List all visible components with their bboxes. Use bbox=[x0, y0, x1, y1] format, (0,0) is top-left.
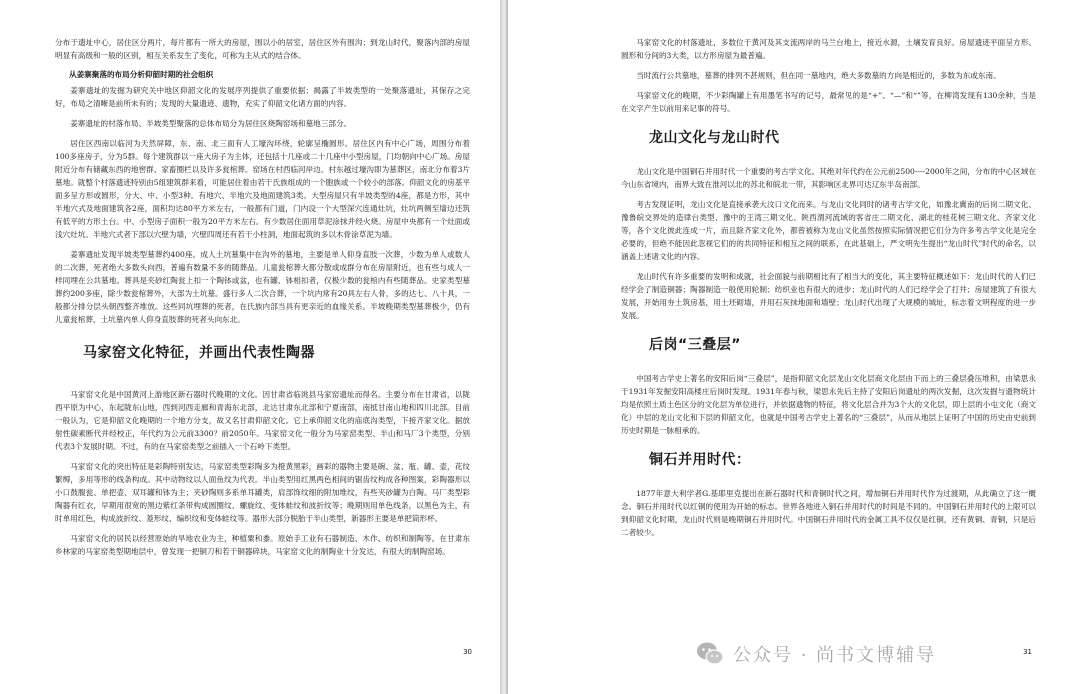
paragraph: 马家窑文化是中国黄河上游地区新石器时代晚期的文化。因甘肃省临洮县马家窑遗址而得名。主要分布在甘肃省，以陇西平原为中心，东起陇东山地，西到河西走廊和青海东北部，北达甘肃东北部和宁夏南部，南抵甘南山地和四川北部。目前一般认为，它是仰韶文化晚期的一个地方分支，故又名甘肃仰韶文化。它上承仰韶文化的庙底沟类型，下接齐家文化。据放射性碳素断代并经校正，年代约为公元前3300？前2050年。马家窑文化一般分为马家窑类型、半山和马厂3个类型，分别代表3个发展时期。不过，有的在马家窑类型之前插入一个石岭下类型。 bbox=[55, 390, 470, 451]
paragraph: 姜寨遗址的村落布局、半坡类型聚落的总体布局分为居住区烧陶窑场和墓地三部分。 bbox=[70, 119, 352, 128]
paragraph: 1877年意大利学者G.基耶里克提出在新石器时代和青铜时代之间，增加铜石并用时代作为过渡期，从此确立了这一概念。铜石并用时代以红铜的使用为开始的标志。世界各地进入铜石并用时代的时间是不同的。中国铜石并用时代的上限可以到仰韶文化时期，龙山时代则是晚期铜石并用时代。中国铜石并用时代的金属工具不仅仅是红铜，还有黄铜、青铜，只是后二者较少。 bbox=[621, 489, 1036, 537]
paragraph: 马家窑文化的居民以经营原始的旱地农业为主，种植粟和黍。原始手工业有石器制造、木作、纺织和制陶等。在甘肃东乡林家的马家窑类型期地层中，曾发现一把铜刀和若干铜器碎块，马家窑文化的制陶业十分发达，有很大的制陶窑场。 bbox=[55, 534, 470, 556]
paragraph: 马家窑文化的晚期，不少彩陶罐上有用墨笔书写的记号，最常见的是“+”、“—”和“”等，在柳湾发现有130余种，当是在文字产生以前用来记事的符号。 bbox=[621, 91, 1036, 113]
wechat-logo-icon bbox=[695, 639, 725, 669]
paragraph: 龙山文化是中国铜石并用时代一个重要的考古学文化。其绝对年代约在公元前2500----2000年之间，分布的中心区域在今山东省境内，南界大致在淮河以北的苏北和皖北一带，其影响区北界可达辽东半岛南部。 bbox=[621, 167, 1036, 189]
paragraph: 姜寨遗址的发掘为研究关中地区仰韶文化的发展序列提供了重要依据；揭露了半坡类型的一处聚落遗址，其保存之完好，布局之清晰是前所未有的；发现的大量遗迹、遗物，充实了仰韶文化诸方面的内容。 bbox=[55, 86, 470, 108]
paragraph: 居住区西南以临河为天然屏障，东、南、北三面有人工壕沟环绕，轮廓呈椭圆形。居住区内有中心广场，周围分布着100多座房子，分为5群。每个建筑群以一座大房子为主体，还包括十几座或二十几座中小型房屋，门均朝向中心广场。房屋附近分布有储藏东西的地窖群、家畜圈栏以及许多瓮棺葬。窑场在村西临河岸边。村东越过壕沟即为墓葬区，南北分布着3片墓地。就整个村落遗迹特别由5组建筑群来看，可能居住着由若干氏族组成的一个胞族或一个较小的部落。仰韶文化的房基平面多呈方形或圆形，分大、中、小型3种。有地穴、半地穴及地面建筑3类。大型房屋只有半坡类型的4座，都是方形，其中半地穴式及地面建筑各2座，面积均达80平方米左右，一般都有门道，门内设一个大型深穴连通灶坑，灶坑两侧至墙边还筑有低平的方形土台。中、小型房子面积一般为20平方米左右。有少数居住面用草泥涂抹并经火烧。房屋中央都有一个灶面或浅穴灶坑。半地穴式者下部以穴壁为墙，穴壁四周还有若干小柱洞，地面起筑的多以木骨涂草泥为墙。 bbox=[55, 139, 470, 239]
paragraph: 分布于遗址中心，居住区分两片，每片都有一所大的房屋，围以小的居室，居住区外有围沟；到龙山时代，聚落内部的房屋明显有高级和一般的区别，相互关系发生了变化，可称为主从式的结合体。 bbox=[55, 38, 470, 60]
section-heading: 铜石并用时代： bbox=[649, 452, 751, 468]
page-number: 31 bbox=[1023, 648, 1032, 656]
left-page bbox=[0, 0, 500, 694]
section-heading: 后岗“三叠层” bbox=[649, 337, 741, 353]
section-heading: 马家窑文化特征，并画出代表性陶器 bbox=[83, 345, 315, 361]
watermark bbox=[695, 636, 936, 672]
left-page-content bbox=[55, 36, 470, 565]
paragraph: 当时流行公共墓地，墓葬的排列不甚规则，但在同一墓地内，绝大多数墓的方向是相近的，多数为东或东南。 bbox=[636, 71, 1001, 80]
paragraph: 考古发现证明，龙山文化是直接承袭大汶口文化而来。与龙山文化同时的诸考古学文化，如豫北冀南的后岗二期文化、豫鲁皖交界处的造律台类型、豫中的王湾三期文化、陕西渭河流域的客省庄二期文化、湖北的桂花树三期文化、齐家文化等，各个文化彼此连成一片，而且除齐家文化外，都曾被称为龙山文化虽然按照实际情况把它们分为许多考古学文化是完全必要的，但绝不能因此忽视它们的的共同特征和相互之间的联系，在此基础上，严文明先生提出“龙山时代”时代的命名，以涵盖上述诸文化的内容。 bbox=[621, 200, 1036, 261]
right-page-content bbox=[621, 36, 1036, 546]
paragraph: 龙山时代有许多重要的发明和成就，社会面貌与前期相比有了相当大的变化，其主要特征概述如下：龙山时代的人们已经学会了制造铜器；陶器制造一般使用轮制；纺织业也有很大的进步；龙山时代的人们已经学会了打井；房屋建筑了有很大发展，开始用夯土筑房基，用土坯砌墙，并用石灰抹地面和墙壁；龙山时代出现了大规模的城址，标志着文明程度的进一步发展。 bbox=[621, 272, 1036, 320]
subheading: 从姜寨聚落的布局分析仰韶时期的社会组织 bbox=[69, 70, 214, 79]
section-heading: 龙山文化与龙山时代 bbox=[649, 130, 780, 146]
paragraph: 中国考古学史上著名的安阳后岗“三叠层”，是指仰韶文化层龙山文化层商文化层由下而上的三叠层叠压堆积，由梁思永于1931年发掘安阳高楼庄后岗时发现。1931年春与秋，梁思永先后主持了安阳后岗遗址的两次发掘，这次发掘与遗物统计均是依照土质土色区分的文化层为单位进行，并依据遗物的特征，将文化层合并为3个大的文化层，即上层的小屯文化（商文化）中层的龙山文化和下层的仰韶文化，也就是中国考古学史上著名的“三叠层”，从而从地层上证明了中国的历史由史前到历史时期是一脉相承的。 bbox=[621, 374, 1036, 435]
paragraph: 姜寨遗址发现半坡类型墓葬约400座。成人土坑墓集中在沟外的墓地，主要是单人仰身直肢一次葬，少数为单人或数人的二次葬，死者绝大多数头向西，普遍有数量不多的随葬品。儿童瓮棺葬大都分散或成群分布在房屋附近，也有些与成人一样同埋在公共墓地。葬具是夹砂红陶瓮上扣一个陶钵或盆，也有罐、钵相扣者，仅极少数的瓮棺内有些随葬品。史家类型墓葬约200多座，除少数瓮棺葬外，大部为土坑墓。盛行多人二次合葬，一个坑内常有20具左右人骨，多的达七、八十具，一般都分排分层头朝西整齐堆放。这些同坑埋葬的死者，在氏族内部当具有更亲近的血缘关系。半坡晚期类型墓葬极少，仍有儿童瓮棺葬，土坑墓内单人仰身直肢葬的死者头向东北。 bbox=[55, 250, 470, 324]
right-page bbox=[508, 0, 1080, 694]
watermark-text: 公众号 · 尚书文博辅导 bbox=[733, 645, 937, 666]
paragraph: 马家窑文化的村落遗址，多数位于黄河及其支流两岸的马兰台地上，接近水源，土壤发育良好。房屋遗迹平面呈方形、圆形和分间的3大类，以方形房屋为最普遍。 bbox=[621, 38, 1036, 60]
book-gutter bbox=[500, 0, 508, 694]
page-number: 30 bbox=[463, 648, 472, 656]
paragraph: 马家窑文化的突出特征是彩陶特别发达，马家窑类型彩陶多为橙黄黑彩，画彩的器物主要是碗、盆、瓶、罐、壶，花纹繁缛，多用等形的线条构成。其中动物纹以人面鱼纹为代表。半山类型用红黑两色相间的锯齿纹构成各种图案，彩陶器形以小口鼓腹瓮、单把壶、双耳罐和钵为主；夹砂陶则多系单耳罐类，肩部饰纹细的附加堆纹，有些夹砂罐为白陶。马厂类型彩陶器有红衣，早期用很宽的黑边紫红条带构成圆圈纹、螺旋纹、变体蛙纹和波折纹等；晚期则用单色线条，以黑色为主，有时单用红色，构成波折纹、菱形纹、编织纹和变体蛙纹等。器形大部分脱胎于半山类型，新器形主要是单把筒形杯。 bbox=[55, 462, 470, 523]
